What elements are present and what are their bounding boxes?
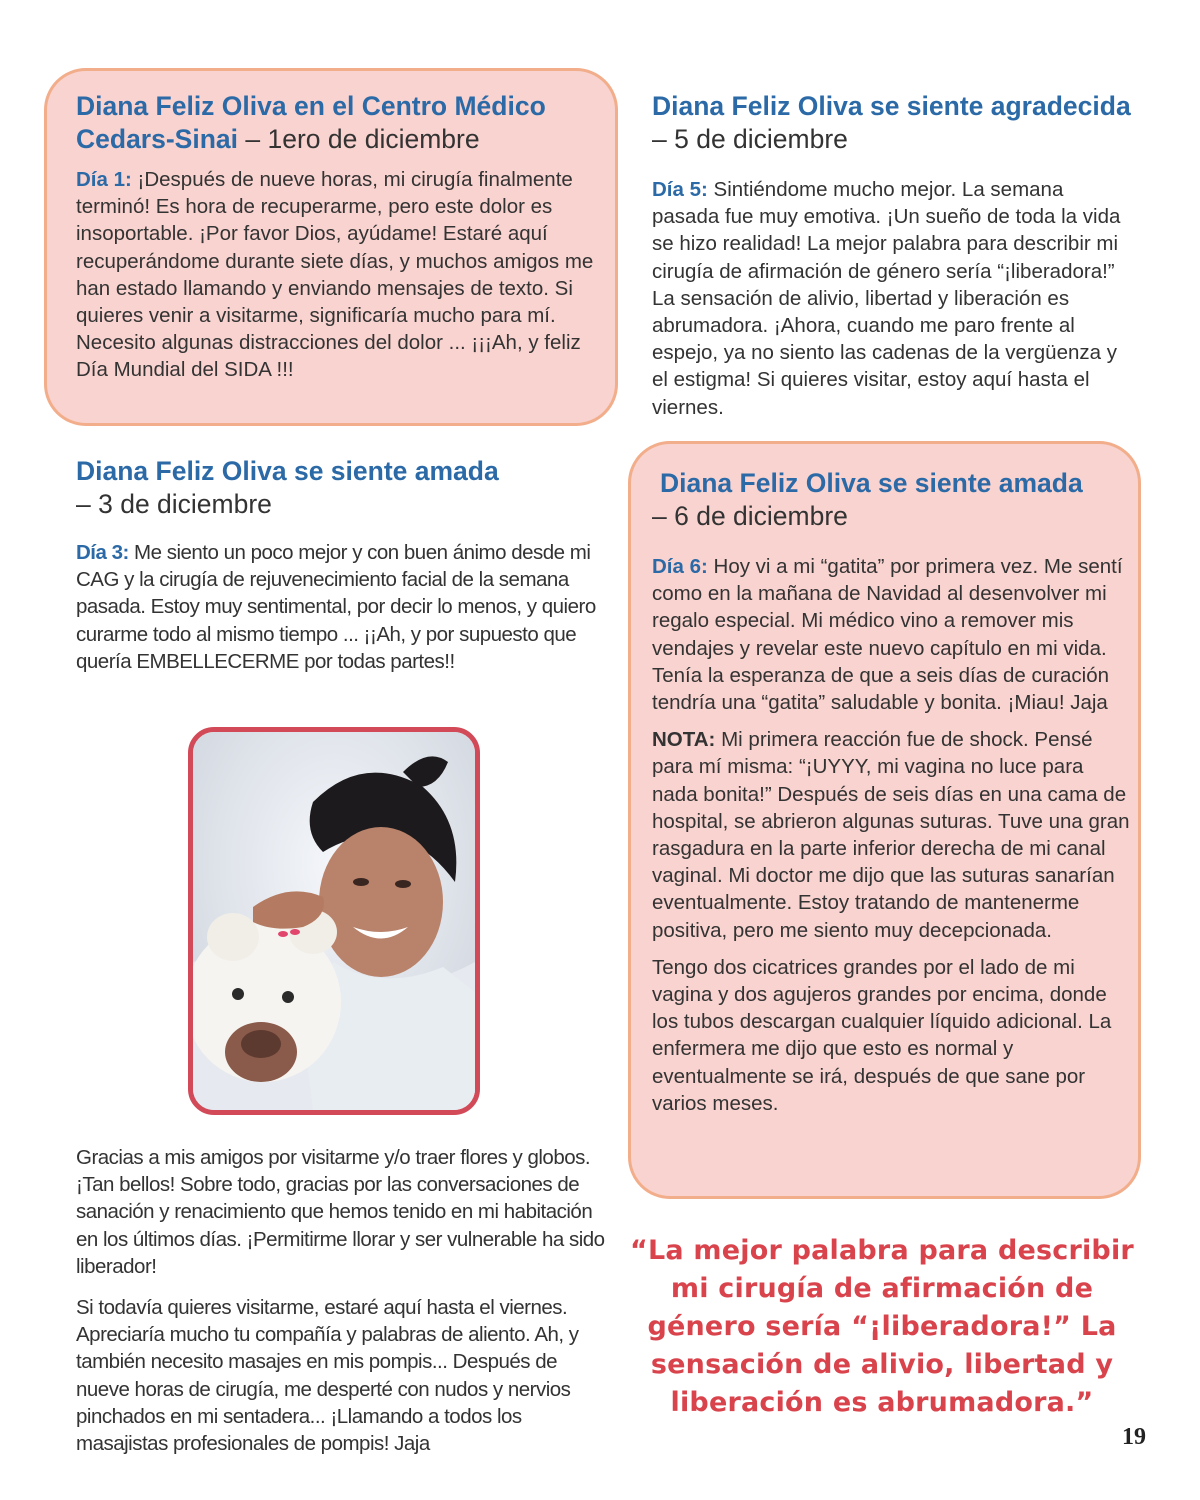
entry1-text: ¡Después de nueve horas, mi cirugía finalmente terminó! Es hora de recuperarme, pero este dolor es insoportable. ¡Por favor Dios, ayúdame! Estaré aquí recuperándome durante siete días, y muchos amigos me han estado llamando y enviando mensajes de texto. Si quieres venir a visitarme, significaría mucho para mí. Necesito algunas distracciones del dolor ... ¡¡¡Ah, y feliz Día Mundial del SIDA !!! [76, 168, 594, 382]
entry5-date: – 5 de diciembre [652, 124, 848, 154]
entry1-day-label: Día 1: [76, 168, 132, 191]
entry3-date: – 3 de diciembre [76, 489, 272, 519]
entry3-continued [76, 1144, 606, 1457]
entry6-note-label: NOTA: [652, 728, 716, 752]
entry5-title: Diana Feliz Oliva se siente agradecida [652, 91, 1131, 121]
entry3-day-label: Día 3: [76, 541, 129, 564]
entry3-text: Me siento un poco mejor y con buen ánimo desde mi CAG y la cirugía de rejuvenecimiento facial de la semana pasada. Estoy muy sentimental, por decir lo menos, y quiero curarme todo al mismo tiempo ... ¡¡Ah, y por supuesto que quería EMBELLECERME por todas partes!! [76, 541, 596, 673]
entry6-section [652, 467, 1132, 1117]
entry1-body [76, 166, 604, 384]
entry6-text: Hoy vi a mi “gatita” por primera vez. Me sentí como en la mañana de Navidad al desenvolver mi regalo especial. Mi médico vino a remover mis vendajes y revelar este nuevo capítulo en mi vida. Tenía la esperanza de que a seis días de curación tendría una “gatita” saludable y bonita. ¡Miau! Jaja [652, 555, 1123, 715]
entry5-heading [652, 90, 1132, 156]
entry3-para2: Gracias a mis amigos por visitarme y/o traer flores y globos. ¡Tan bellos! Sobre todo, gracias por las conversaciones de sanación y renacimiento que hemos tenido en mi habitación en los últimos días. ¡Permitirme llorar y ser vulnerable ha sido liberador! [76, 1146, 605, 1278]
entry6-heading [652, 467, 1132, 533]
entry6-day-label: Día 6: [652, 555, 708, 578]
photo-illustration [193, 732, 475, 1110]
entry1-title: Diana Feliz Oliva en el Centro Médico Cedars-Sinai [76, 91, 546, 154]
entry5-section [652, 90, 1132, 421]
pull-quote: “La mejor palabra para describir mi cirugía de afirmación de género sería “¡liberadora!” La sensación de alivio, libertad y liberación es abrumadora.” [630, 1235, 1134, 1418]
entry3-para3: Si todavía quieres visitarme, estaré aquí hasta el viernes. Apreciaría mucho tu compañía y palabras de aliento. Ah, y también necesito masajes en mis pompis... Después de nueve horas de cirugía, me desperté con nudos y nervios pinchados en mi sentadera... ¡Llamando a todos los masajistas profesionales de pompis! Jaja [76, 1296, 579, 1456]
entry3-title: Diana Feliz Oliva se siente amada [76, 456, 499, 486]
entry6-date: – 6 de diciembre [652, 501, 848, 531]
entry3-body [76, 539, 606, 675]
entry5-day-label: Día 5: [652, 178, 708, 201]
entry3-heading [76, 455, 606, 521]
entry5-body [652, 176, 1132, 421]
entry6-para3: Tengo dos cicatrices grandes por el lado de mi vagina y dos agujeros grandes por encima, donde los tubos descargan cualquier líquido adicional. La enfermera me dijo que esto es normal y eventualmente se irá, después de que sane por varios meses. [652, 955, 1112, 1115]
entry6-note [652, 726, 1132, 944]
entry5-text: Sintiéndome mucho mejor. La semana pasada fue muy emotiva. ¡Un sueño de toda la vida se hizo realidad! La mejor palabra para describir mi cirugía de afirmación de género sería “¡liberadora!” La sensación de alivio, libertad y liberación es abrumadora. ¡Ahora, cuando me paro frente al espejo, ya no siento las cadenas de la vergüenza y el estigma! Si quieres visitar, estoy aquí hasta el viernes. [652, 178, 1121, 419]
entry6-body [652, 553, 1132, 716]
page-number: 19 [1122, 1424, 1146, 1450]
entry1-section [76, 90, 604, 384]
entry6-note-text: Mi primera reacción fue de shock. Pensé para mí misma: “¡UYYY, mi vagina no luce para nada bonita!” Después de seis días en una cama de hospital, se abrieron algunas suturas. Tuve una gran rasgadura en la parte inferior derecha de mi canal vaginal. Mi doctor me dijo que las suturas sanarían eventualmente. Estoy tratando de mantenerme positiva, pero me siento muy decepcionada. [652, 728, 1130, 942]
entry1-heading [76, 90, 604, 156]
entry3-section [76, 455, 606, 675]
entry6-title: Diana Feliz Oliva se siente amada [660, 468, 1083, 498]
hospital-photo [188, 727, 480, 1115]
entry1-date: – 1ero de diciembre [238, 124, 480, 154]
